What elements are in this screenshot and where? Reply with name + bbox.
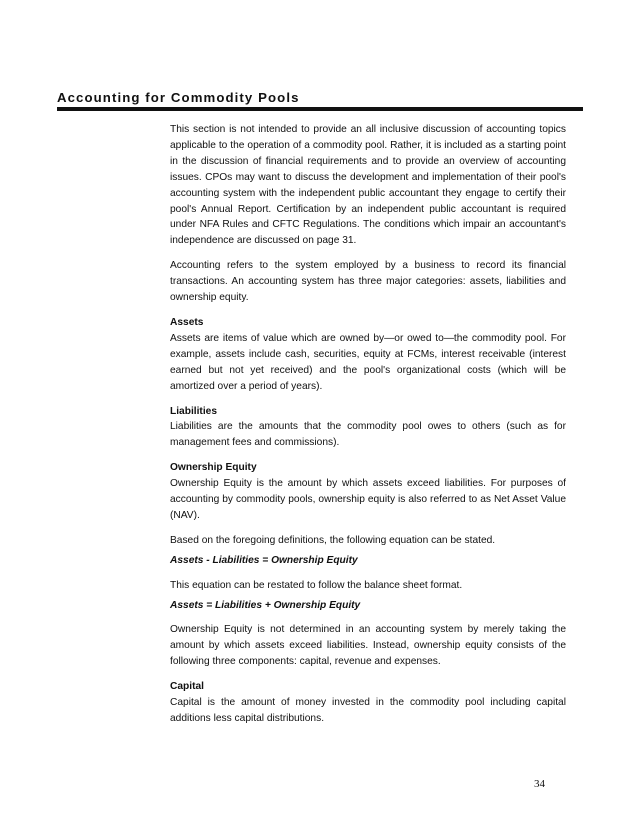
intro-paragraph: This section is not intended to provide an all inclusive discussion of accounting topics applicable to the operation of a commodity pool. Rather, it is included as a starting point in the discussion of financial requirements and to provide an overview of accounting issues. CPOs may want to discuss the development and implementation of their pool's accounting system with the independent public accountant they engage to certify their pool's Annual Report. Certification by an independent public accountant is required under NFA Rules and CFTC Regulations. The conditions which impair an accountant's independence are discussed on page 31. [170, 124, 566, 247]
capital-heading: Capital [170, 681, 204, 693]
equation-intro: Based on the foregoing definitions, the following equation can be stated. [170, 534, 496, 546]
liabilities-paragraph: Liabilities are the amounts that the commodity pool owes to others (such as for management fees and commissions). [170, 421, 566, 449]
accounting-definition-paragraph: Accounting refers to the system employed by a business to record its financial transactions. An accounting system has three major categories: assets, liabilities and ownership equity. [170, 260, 566, 304]
title-rule [57, 107, 583, 111]
components-paragraph: Ownership Equity is not determined in an accounting system by merely taking the amount by which assets exceed liabilities. Instead, ownership equity consists of the following three components: capital, revenue and expenses. [170, 624, 566, 668]
liabilities-heading: Liabilities [170, 405, 217, 417]
ownership-equity-heading: Ownership Equity [170, 462, 257, 474]
body-text [170, 122, 566, 736]
capital-paragraph: Capital is the amount of money invested in the commodity pool including capital additions less capital distributions. [170, 697, 566, 724]
restate-paragraph: This equation can be restated to follow the balance sheet format. [170, 579, 463, 591]
section-title: Accounting for Commodity Pools [57, 90, 300, 105]
assets-heading: Assets [170, 316, 204, 328]
equation-two: Assets = Liabilities + Ownership Equity [170, 599, 361, 611]
assets-paragraph: Assets are items of value which are owned by—or owed to—the commodity pool. For example, assets include cash, securities, equity at FCMs, interest receivable (interest earned but not yet received) and the pool's organizational costs (which will be amortized over a period of years). [170, 332, 566, 392]
equation-one: Assets - Liabilities = Ownership Equity [170, 554, 358, 566]
page-number: 34 [534, 778, 545, 790]
ownership-equity-paragraph: Ownership Equity is the amount by which assets exceed liabilities. For purposes of accounting by commodity pools, ownership equity is also referred to as Net Asset Value (NAV). [170, 478, 566, 521]
